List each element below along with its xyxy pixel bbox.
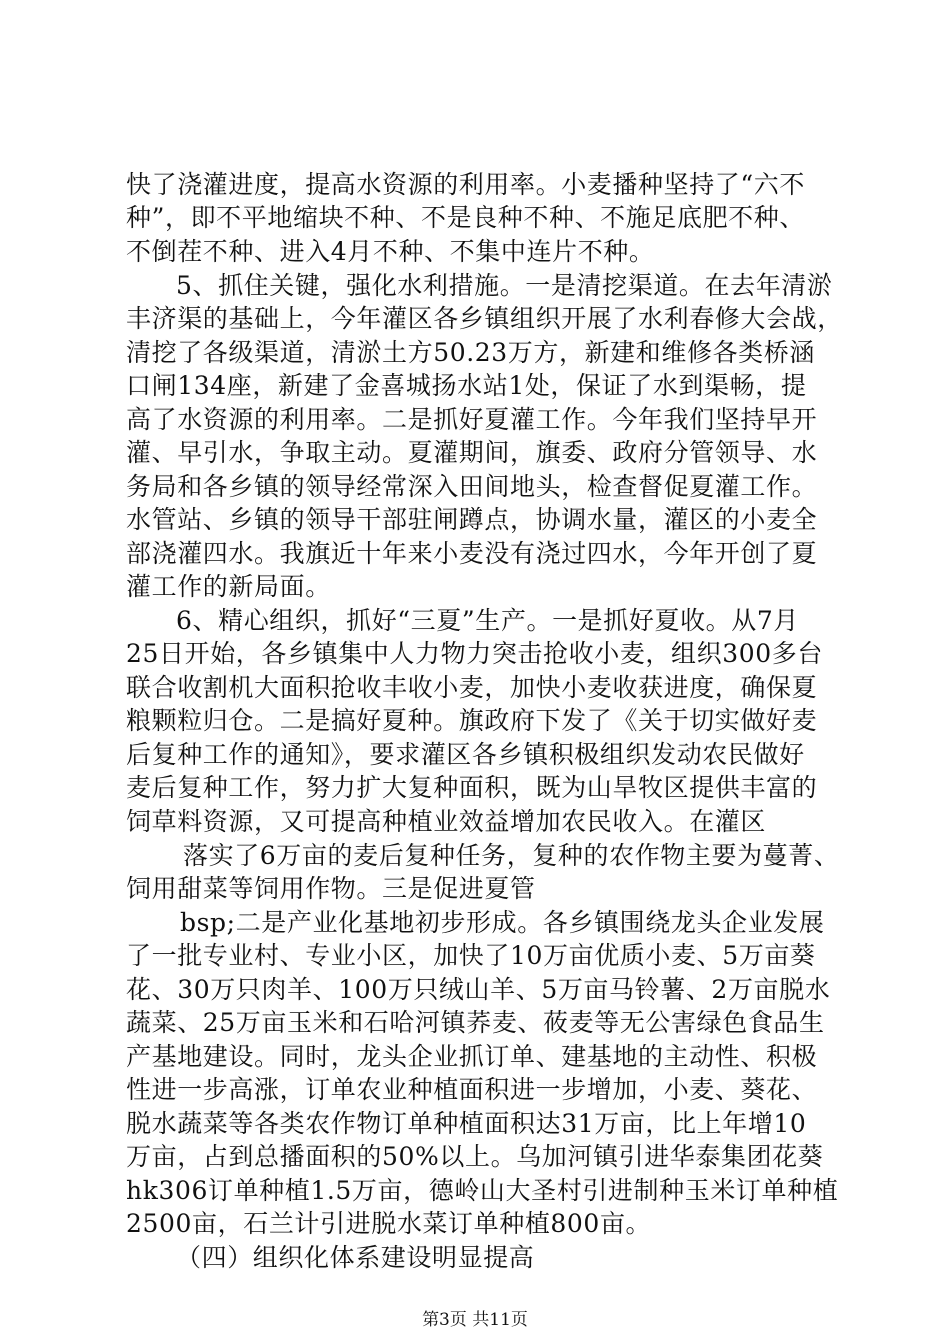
body-text-line: 高了水资源的利用率。二是抓好夏灌工作。今年我们坚持早开 — [126, 405, 818, 434]
body-text-line: 5、抓住关键，强化水利措施。一是清挖渠道。在去年清淤 — [176, 271, 833, 300]
body-text-line: 麦后复种工作，努力扩大复种面积，既为山旱牧区提供丰富的 — [126, 773, 818, 802]
body-text-line: 蔬菜、25万亩玉米和石哈河镇荞麦、莜麦等无公害绿色食品生 — [126, 1008, 825, 1037]
body-text-line: 万亩，占到总播面积的50%以上。乌加河镇引进华泰集团花葵 — [126, 1142, 824, 1171]
body-text-line: 饲用甜菜等饲用作物。三是促进夏管 — [126, 874, 536, 903]
body-text-line: 务局和各乡镇的领导经常深入田间地头，检查督促夏灌工作。 — [126, 472, 818, 501]
body-text-line: 2500亩，石兰计引进脱水菜订单种植800亩。 — [126, 1209, 652, 1238]
body-text-line: 快了浇灌进度，提高水资源的利用率。小麦播种坚持了“六不 — [126, 170, 805, 199]
body-text-line: 清挖了各级渠道，清淤土方50.23万方，新建和维修各类桥涵 — [126, 338, 815, 367]
body-text-line: 脱水蔬菜等各类农作物订单种植面积达31万亩，比上年增10 — [126, 1109, 807, 1138]
body-text-line: 丰济渠的基础上，今年灌区各乡镇组织开展了水利春修大会战， — [126, 304, 843, 333]
body-text-line: 种”，即不平地缩块不种、不是良种不种、不施足底肥不种、 — [126, 203, 805, 232]
body-text-line: 粮颗粒归仓。二是搞好夏种。旗政府下发了《关于切实做好麦 — [126, 706, 818, 735]
body-text-line: 产基地建设。同时，龙头企业抓订单、建基地的主动性、积极 — [126, 1042, 818, 1071]
body-text-line: 6、精心组织，抓好“三夏”生产。一是抓好夏收。从7月 — [176, 606, 799, 635]
body-text-line: 灌、早引水，争取主动。夏灌期间，旗委、政府分管领导、水 — [126, 438, 818, 467]
body-text-line: 花、30万只肉羊、100万只绒山羊、5万亩马铃薯、2万亩脱水 — [126, 975, 831, 1004]
page-number-footer: 第3页 共11页 — [422, 1310, 528, 1330]
body-text-line: 口闸134座，新建了金喜城扬水站1处，保证了水到渠畅，提 — [126, 371, 807, 400]
body-text-line: 不倒茬不种、进入4月不种、不集中连片不种。 — [126, 237, 655, 266]
body-text-line: 了一批专业村、专业小区，加快了10万亩优质小麦、5万亩葵 — [126, 941, 816, 970]
section-heading: （四）组织化体系建设明显提高 — [176, 1243, 535, 1272]
body-text-line: 后复种工作的通知》，要求灌区各乡镇积极组织发动农民做好 — [126, 740, 805, 769]
body-text-line: hk306订单种植1.5万亩，德岭山大圣村引进制种玉米订单种植 — [126, 1176, 839, 1205]
body-text-line: 饲草料资源，又可提高种植业效益增加农民收入。在灌区 — [126, 807, 767, 836]
body-text-line: 联合收割机大面积抢收丰收小麦，加快小麦收获进度，确保夏 — [126, 673, 818, 702]
body-text-line: 性进一步高涨，订单农业种植面积进一步增加，小麦、葵花、 — [126, 1075, 818, 1104]
body-text-line: 灌工作的新局面。 — [126, 572, 331, 601]
body-text-line: 25日开始，各乡镇集中人力物力突击抢收小麦，组织300多台 — [126, 639, 823, 668]
body-text-line: bsp;二是产业化基地初步形成。各乡镇围绕龙头企业发展 — [180, 908, 825, 937]
body-text-line: 水管站、乡镇的领导干部驻闸蹲点，协调水量，灌区的小麦全 — [126, 505, 818, 534]
body-text-line: 部浇灌四水。我旗近十年来小麦没有浇过四水，今年开创了夏 — [126, 539, 818, 568]
body-text-line: 落实了6万亩的麦后复种任务，复种的农作物主要为蔓菁、 — [183, 841, 840, 870]
